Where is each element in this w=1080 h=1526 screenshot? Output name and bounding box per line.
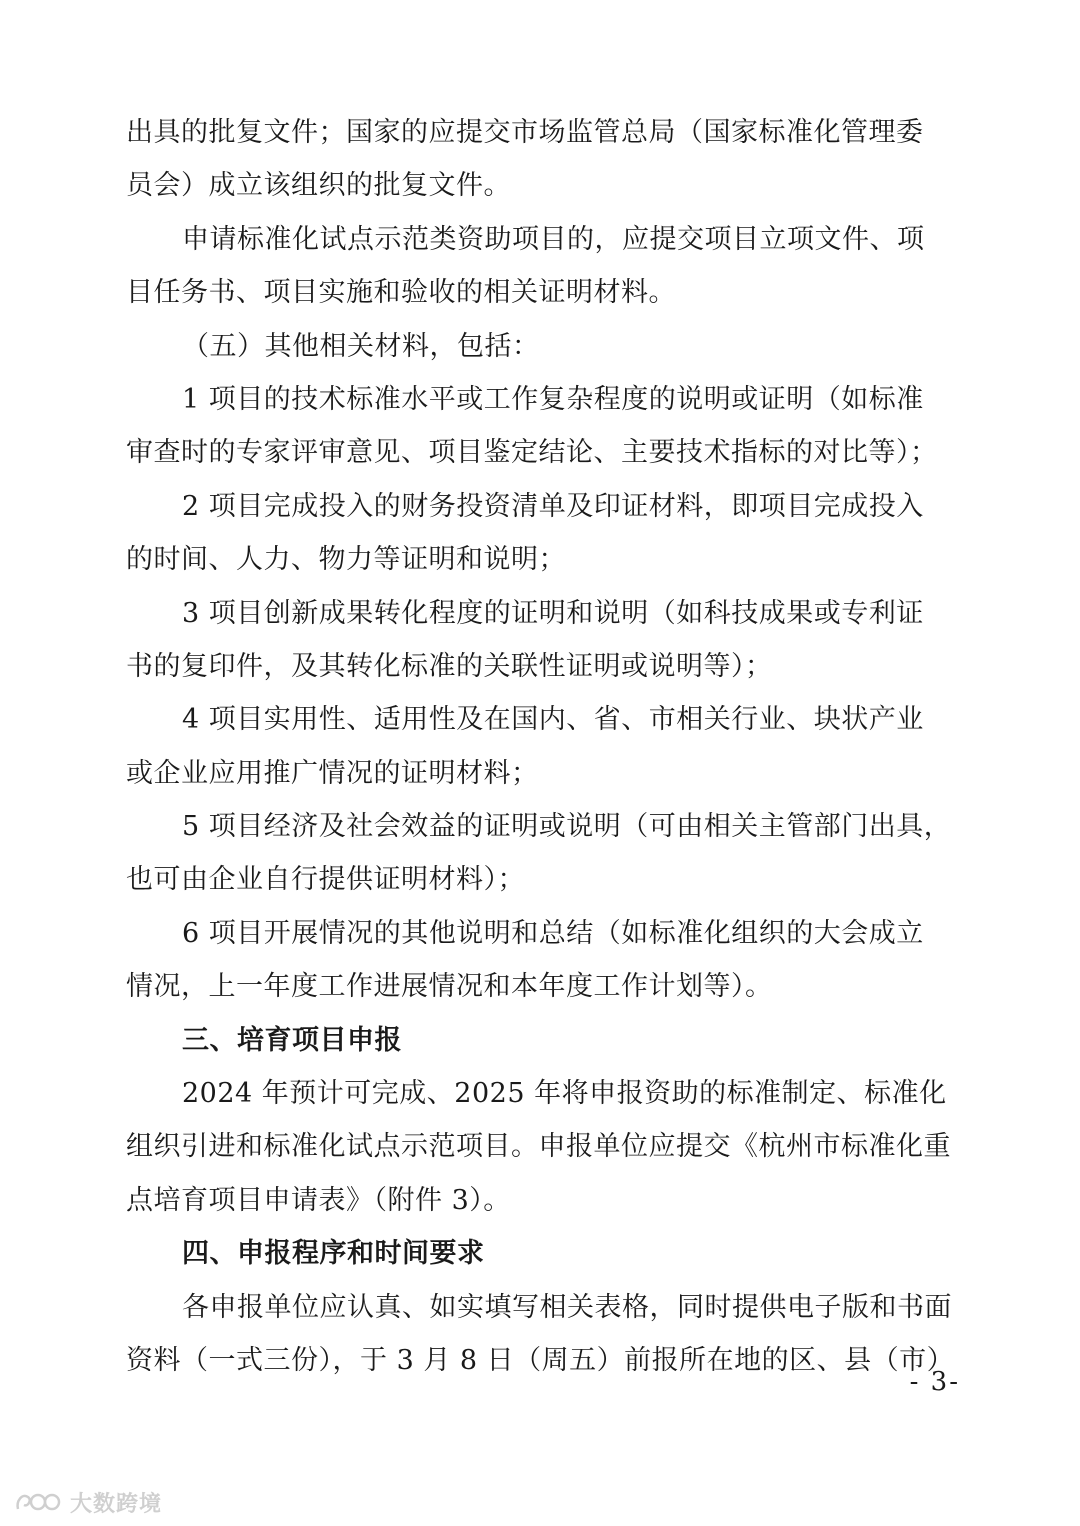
list-item: 3 项目创新成果转化程度的证明和说明（如科技成果或专利证: [182, 597, 924, 629]
text-line: 书的复印件，及其转化标准的关联性证明或说明等）；: [126, 650, 773, 682]
section-heading: 四、申报程序和时间要求: [182, 1238, 485, 1270]
text-line: 点培育项目申请表》（附件 3）。: [126, 1184, 511, 1216]
document-body: [126, 106, 956, 1387]
watermark-text: 大数跨境: [70, 1491, 163, 1517]
text-line: 审查时的专家评审意见、项目鉴定结论、主要技术指标的对比等）；: [126, 437, 938, 469]
text-line: 资料（一式三份），于 3 月 8 日（周五）前报所在地的区、县（市）: [126, 1344, 955, 1376]
paragraph-start: 各申报单位应认真、如实填写相关表格，同时提供电子版和书面: [182, 1291, 952, 1323]
text-line: 目任务书、项目实施和验收的相关证明材料。: [126, 277, 676, 309]
paragraph-start: 申请标准化试点示范类资助项目的，应提交项目立项文件、项: [182, 223, 925, 255]
list-item: 2 项目完成投入的财务投资清单及印证材料，即项目完成投入: [182, 490, 924, 522]
paragraph-start: 2024 年预计可完成、2025 年将申报资助的标准制定、标准化: [182, 1078, 947, 1110]
page-number: - 3-: [909, 1367, 960, 1397]
watermark: [14, 1486, 162, 1518]
list-item: 4 项目实用性、适用性及在国内、省、市相关行业、块状产业: [182, 704, 924, 736]
text-line: 组织引进和标准化试点示范项目。申报单位应提交《杭州市标准化重: [126, 1131, 951, 1163]
text-line: 也可由企业自行提供证明材料）；: [126, 864, 525, 896]
section-heading: 三、培育项目申报: [182, 1024, 402, 1056]
text-line: 或企业应用推广情况的证明材料；: [126, 757, 539, 789]
list-item: 5 项目经济及社会效益的证明或说明（可由相关主管部门出具，: [182, 811, 952, 843]
section-subheading: （五）其他相关材料，包括：: [182, 330, 540, 362]
text-line: 的时间、人力、物力等证明和说明；: [126, 544, 566, 576]
dashuju-logo-icon: [14, 1489, 64, 1515]
text-line: 出具的批复文件；国家的应提交市场监管总局（国家标准化管理委: [126, 117, 924, 148]
text-line: 情况，上一年度工作进展情况和本年度工作计划等）。: [126, 971, 773, 1003]
list-item: 1 项目的技术标准水平或工作复杂程度的说明或证明（如标准: [182, 383, 924, 415]
list-item: 6 项目开展情况的其他说明和总结（如标准化组织的大会成立: [182, 917, 924, 949]
text-line: 员会）成立该组织的批复文件。: [126, 170, 511, 202]
